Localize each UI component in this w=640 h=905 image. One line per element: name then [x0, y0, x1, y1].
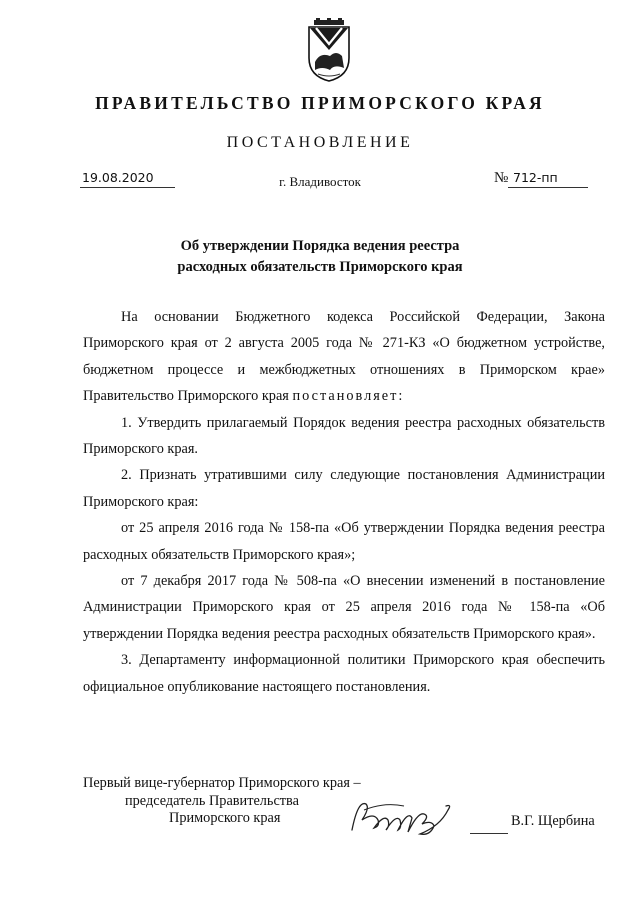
decree-word: постановляет [292, 388, 399, 405]
item-1: 1. Утвердить прилагаемый Порядок ведения реестра расходных обязательств Приморского края. [83, 414, 605, 458]
signatory-title-line-1: Первый вице-губернатор Приморского края – [83, 775, 361, 791]
document-body [83, 304, 605, 700]
document-type: ПОСТАНОВЛЕНИЕ [226, 134, 414, 151]
item-2b: от 7 декабря 2017 года № 508-па «О внесении изменений в постановление Администрации Приморского края от 25 апреля 2016 года № 158-па «Об утверждении Порядка ведения реестра расходных обязательств Приморского края». [83, 573, 605, 642]
signatory-title [83, 775, 361, 828]
government-title: ПРАВИТЕЛЬСТВО ПРИМОРСКОГО КРАЯ [95, 93, 545, 113]
handwritten-signature [344, 790, 474, 840]
number-sign: № [494, 170, 509, 186]
preamble-text: На основании Бюджетного кодекса Российской Федерации, Закона Приморского края от 2 августа 2005 года № 271-КЗ «О бюджетном устройстве, бюджетном процессе и межбюджетных отношениях в Приморском крае» Правительство Приморского края [83, 309, 605, 405]
signature-line [470, 833, 508, 834]
signatory-name: В.Г. Щербина [511, 813, 595, 829]
decree-colon: : [398, 388, 403, 405]
document-date: 19.08.2020 [82, 170, 154, 185]
item-2a: от 25 апреля 2016 года № 158-па «Об утверждении Порядка ведения реестра расходных обязательств Приморского края»; [83, 520, 605, 563]
item-3: 3. Департаменту информационной политики Приморского края обеспечить официальное опубликование настоящего постановления. [83, 652, 605, 695]
preamble-paragraph [83, 304, 605, 410]
document-city: г. Владивосток [279, 174, 361, 189]
signatory-title-line-2: председатель Правительства [125, 792, 299, 809]
subject-line-2: расходных обязательств Приморского края [177, 259, 463, 275]
document-number: 712-пп [513, 170, 558, 185]
coat-of-arms-icon [306, 18, 352, 82]
subject-line-1: Об утверждении Порядка ведения реестра [180, 238, 460, 254]
document-subject [0, 236, 640, 278]
item-2: 2. Признать утратившими силу следующие постановления Администрации Приморского края: [83, 467, 605, 510]
signatory-title-line-3: Приморского края [169, 810, 281, 826]
number-underline [508, 187, 588, 188]
